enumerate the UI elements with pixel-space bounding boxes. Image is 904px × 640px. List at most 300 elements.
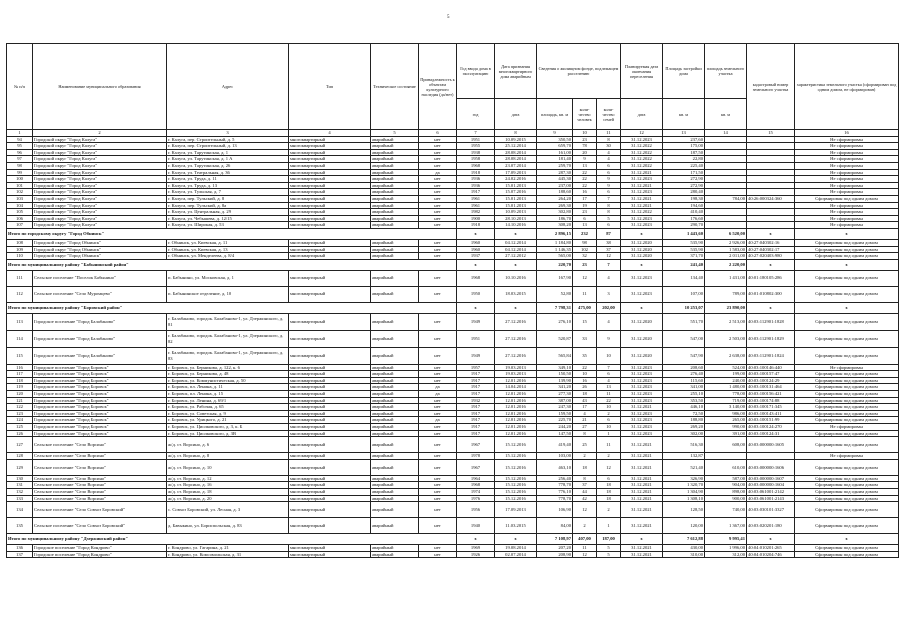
area-cell: 778,70 <box>537 482 573 489</box>
land-area-cell <box>705 215 747 222</box>
planned-date-cell: 31.12.2022 <box>621 149 663 156</box>
building-area-cell: 134,40 <box>663 270 705 286</box>
heritage-cell: нет <box>419 149 457 156</box>
people-cell: 15 <box>573 313 597 330</box>
municipality-cell: Городской округ "Город Калуга" <box>33 149 167 156</box>
address-cell: г. Калуга, пер. Тульский, д. 8а <box>167 202 289 209</box>
condition-cell: аварийный <box>371 286 419 302</box>
type-cell: многоквартирный <box>289 215 371 222</box>
table-row <box>7 149 899 156</box>
land-char-cell: Сформирован под одним домом <box>795 502 899 518</box>
condition-cell: аварийный <box>371 430 419 437</box>
land-area-cell: 2 638,00 <box>705 347 747 364</box>
land-area-cell <box>705 169 747 176</box>
planned-date-cell: 31.12.2021 <box>621 545 663 552</box>
table-row <box>7 270 899 286</box>
heritage-cell: нет <box>419 424 457 431</box>
heritage-cell: нет <box>419 286 457 302</box>
table-row <box>7 518 899 534</box>
header-type: Тип <box>289 44 371 130</box>
table-row <box>7 482 899 489</box>
recognition-date-cell: 27.12.2016 <box>495 347 537 364</box>
subtotal-value: x <box>795 228 899 239</box>
column-number: 14 <box>705 130 747 137</box>
land-char-cell: Сформирован под одним домом <box>795 347 899 364</box>
cadastral-cell <box>747 202 795 209</box>
condition-cell: аварийный <box>371 489 419 496</box>
subtotal-value: 9 995,41 <box>705 534 747 545</box>
people-cell: 22 <box>573 176 597 183</box>
type-cell: многоквартирный <box>289 169 371 176</box>
cadastral-cell: 40:01:180105:286 <box>747 270 795 286</box>
condition-cell: аварийный <box>371 202 419 209</box>
subtotal-value: 7 108,97 <box>537 534 573 545</box>
planned-date-cell: 31.12.2021 <box>621 551 663 558</box>
address-cell: г. Боровск, пл. Ленина, д. 11 <box>167 384 289 391</box>
heritage-cell: нет <box>419 176 457 183</box>
people-cell: 44 <box>573 489 597 496</box>
building-area-cell: 225,40 <box>663 162 705 169</box>
table-row <box>7 195 899 202</box>
address-cell: г. Кондрово, ул. Комсомольская, д. 31 <box>167 551 289 558</box>
cadastral-cell: 40:03:100124:29 <box>747 377 795 384</box>
people-cell: 35 <box>573 347 597 364</box>
subtotal-value: 87 <box>597 228 621 239</box>
building-area-cell: 516,30 <box>663 437 705 453</box>
families-cell: 9 <box>597 176 621 183</box>
condition-cell: аварийный <box>371 424 419 431</box>
land-char-cell: Сформирован под одним домом <box>795 270 899 286</box>
table-row <box>7 495 899 502</box>
land-char-cell: Не сформирован <box>795 136 899 143</box>
table-row <box>7 313 899 330</box>
row-number: 112 <box>7 286 33 302</box>
area-cell: 350,50 <box>537 136 573 143</box>
year-cell: 1960 <box>457 239 495 246</box>
land-char-cell: Сформирован под одним домом <box>795 410 899 417</box>
table-row <box>7 551 899 558</box>
area-cell: 52,80 <box>537 286 573 302</box>
land-char-cell: Сформирован под одним домом <box>795 489 899 496</box>
municipality-cell: Городской округ "Город Калуга" <box>33 143 167 150</box>
municipality-cell: Городской округ "Город Калуга" <box>33 222 167 229</box>
subtotal-value: 23 890,00 <box>705 302 747 313</box>
municipality-cell: Городской округ "Город Калуга" <box>33 176 167 183</box>
families-cell: 10 <box>597 404 621 411</box>
building-area-cell: 341,00 <box>663 384 705 391</box>
year-cell: 1918 <box>457 222 495 229</box>
header-land-char: характеристика земельного участка (сформирован под одним домом, не сформирован) <box>795 44 899 130</box>
cadastral-cell: 40:03:112901:1829 <box>747 330 795 347</box>
land-char-cell: Не сформирован <box>795 169 899 176</box>
people-cell: 17 <box>573 404 597 411</box>
address-cell: ж/д. ст. Ворсино, д. 20 <box>167 495 289 502</box>
land-char-cell: Не сформирован <box>795 162 899 169</box>
address-cell: г. Боровск, ул. Ленина, д. 69/1 <box>167 397 289 404</box>
area-cell: 463,10 <box>537 459 573 475</box>
land-char-cell: Не сформирован <box>795 453 899 460</box>
heritage-cell: нет <box>419 156 457 163</box>
subtotal-value: 241,40 <box>663 259 705 270</box>
building-area-cell: 208,60 <box>663 364 705 371</box>
year-cell: 1967 <box>457 437 495 453</box>
land-char-cell: Сформирован под одним домом <box>795 459 899 475</box>
row-number: 114 <box>7 330 33 347</box>
subtotal-value: 232 <box>573 228 597 239</box>
municipality-cell: Городское поселение "Город Боровск" <box>33 391 167 398</box>
cadastral-cell: 40:03:100131:464 <box>747 384 795 391</box>
year-cell: 1938 <box>457 149 495 156</box>
area-cell: 302,80 <box>537 209 573 216</box>
table-row <box>7 156 899 163</box>
table-row <box>7 417 899 424</box>
land-area-cell: 740,00 <box>705 502 747 518</box>
building-area-cell: 521,40 <box>663 459 705 475</box>
address-cell: г. Боровск, ул. Циолковского, д. 3В <box>167 430 289 437</box>
recognition-date-cell: 15.12.2016 <box>495 475 537 482</box>
condition-cell: аварийный <box>371 330 419 347</box>
address-cell: г. Боровск, ул. Урицкого, д. 21 <box>167 417 289 424</box>
area-cell: 161,00 <box>537 149 573 156</box>
land-area-cell: 719,00 <box>705 397 747 404</box>
type-cell: многоквартирный <box>289 313 371 330</box>
header-land-area: площадь земельного участка <box>705 44 747 99</box>
people-cell: 17 <box>573 195 597 202</box>
building-area-cell: 188,80 <box>663 417 705 424</box>
area-cell: 106,90 <box>537 502 573 518</box>
column-number: 5 <box>371 130 419 137</box>
people-cell: 12 <box>573 551 597 558</box>
header-municipality: Наименование муниципального образования <box>33 44 167 130</box>
year-cell: 1918 <box>457 169 495 176</box>
condition-cell: аварийный <box>371 189 419 196</box>
table-row <box>7 384 899 391</box>
area-cell: 520,87 <box>537 330 573 347</box>
cadastral-cell: 40:04:010204:746 <box>747 551 795 558</box>
table-row <box>7 391 899 398</box>
condition-cell: аварийный <box>371 397 419 404</box>
table-row <box>7 176 899 183</box>
condition-cell: аварийный <box>371 437 419 453</box>
row-number: 101 <box>7 182 33 189</box>
heritage-cell: нет <box>419 195 457 202</box>
year-cell: 1958 <box>457 156 495 163</box>
type-cell: многоквартирный <box>289 404 371 411</box>
building-area-cell: 132,87 <box>663 453 705 460</box>
heritage-cell: нет <box>419 364 457 371</box>
land-char-cell: Сформирован под одним домом <box>795 437 899 453</box>
recognition-date-cell: 04.12.2014 <box>495 239 537 246</box>
area-cell: 181,40 <box>537 156 573 163</box>
header-no: № п/п <box>7 44 33 130</box>
municipality-cell: Городской округ "Город Калуга" <box>33 195 167 202</box>
address-cell: г. Боровск, пл. Ленина, д. 15 <box>167 391 289 398</box>
families-cell: 4 <box>597 270 621 286</box>
subtotal-value: 475,00 <box>573 302 597 313</box>
families-cell: 18 <box>597 489 621 496</box>
header-address: Адрес <box>167 44 289 130</box>
condition-cell: аварийный <box>371 270 419 286</box>
land-char-cell: Сформирован под одним домом <box>795 518 899 534</box>
building-area-cell: 120,00 <box>663 518 705 534</box>
building-area-cell: 1 304,90 <box>663 489 705 496</box>
recognition-date-cell: 15.12.2016 <box>495 482 537 489</box>
condition-cell: аварийный <box>371 313 419 330</box>
land-area-cell: 2 513,00 <box>705 313 747 330</box>
planned-date-cell: 31.12.2022 <box>621 162 663 169</box>
municipality-cell: Сельское поселение "Поселок Бабынино" <box>33 270 167 286</box>
municipality-cell: Городское поселение "Город Балабаново" <box>33 313 167 330</box>
subtotal-value: x <box>795 302 899 313</box>
subtotal-row <box>7 228 899 239</box>
planned-date-cell: 31.12.2020 <box>621 253 663 260</box>
recognition-date-cell: 27.12.2016 <box>495 313 537 330</box>
year-cell: 1917 <box>457 377 495 384</box>
people-cell: 21 <box>573 417 597 424</box>
recognition-date-cell: 11.03.2015 <box>495 518 537 534</box>
families-cell: 11 <box>597 391 621 398</box>
year-cell: 1968 <box>457 162 495 169</box>
municipality-cell: Городское поселение "Город Кондрово" <box>33 545 167 552</box>
heritage-cell: нет <box>419 371 457 378</box>
condition-cell: аварийный <box>371 518 419 534</box>
type-cell: многоквартирный <box>289 189 371 196</box>
planned-date-cell: 31.12.2020 <box>621 330 663 347</box>
address-cell: г. Калуга, ул. Центральная, д. 29 <box>167 209 289 216</box>
type-cell: многоквартирный <box>289 410 371 417</box>
planned-date-cell: 31.12.2020 <box>621 313 663 330</box>
column-number: 7 <box>457 130 495 137</box>
subheader-sqm: кв. м <box>663 99 705 130</box>
land-area-cell: 789,00 <box>705 286 747 302</box>
land-area-cell <box>705 176 747 183</box>
row-number: 109 <box>7 246 33 253</box>
address-cell: г. Боровск, ул. Циолковского, д. 3, к. Б <box>167 424 289 431</box>
heritage-cell: нет <box>419 495 457 502</box>
table-row <box>7 364 899 371</box>
municipality-cell: Городской округ "Город Обнинск" <box>33 239 167 246</box>
building-area-cell: 272,90 <box>663 176 705 183</box>
area-cell: 287,30 <box>537 169 573 176</box>
heritage-cell: нет <box>419 518 457 534</box>
year-cell: 1936 <box>457 176 495 183</box>
land-char-cell: Не сформирован <box>795 209 899 216</box>
year-cell: 1955 <box>457 143 495 150</box>
subtotal-value: 7 612,88 <box>663 534 705 545</box>
building-area-cell: 280,40 <box>663 189 705 196</box>
land-area-cell: 1 367,00 <box>705 518 747 534</box>
heritage-cell: нет <box>419 437 457 453</box>
cadastral-cell: 40:26:000324:360 <box>747 195 795 202</box>
families-cell: 3 <box>597 286 621 302</box>
people-cell: 42 <box>573 495 597 502</box>
type-cell: многоквартирный <box>289 417 371 424</box>
families-cell: 18 <box>597 495 621 502</box>
land-char-cell: Сформирован под одним домом <box>795 330 899 347</box>
heritage-cell: нет <box>419 253 457 260</box>
people-cell: 43 <box>573 397 597 404</box>
address-cell: г. Балабаново, городок. Балабаново-1, ул. Дзержинского, д. 82 <box>167 330 289 347</box>
families-cell: 4 <box>597 156 621 163</box>
families-cell: 11 <box>597 437 621 453</box>
recognition-date-cell: 28.08.2014 <box>495 149 537 156</box>
address-cell: г. Калуга, пер. Строительный, д. 5 <box>167 136 289 143</box>
subtotal-value: x <box>495 228 537 239</box>
column-number: 12 <box>621 130 663 137</box>
families-cell: 6 <box>597 169 621 176</box>
building-area-cell: 1 308,10 <box>663 495 705 502</box>
condition-cell: аварийный <box>371 371 419 378</box>
page-number: 5 <box>447 15 450 20</box>
header-heritage: Принадлежность к объектам культурного наследия (да/нет) <box>419 44 457 130</box>
address-cell: г. Боровск, ул. Рабочая, д. 65 <box>167 404 289 411</box>
land-area-cell: 778,00 <box>705 391 747 398</box>
year-cell: 1968 <box>457 270 495 286</box>
recognition-date-cell: 14.04.2014 <box>495 384 537 391</box>
row-number: 124 <box>7 417 33 424</box>
recognition-date-cell: 27.12.2012 <box>495 253 537 260</box>
condition-cell: аварийный <box>371 453 419 460</box>
building-area-cell: 551,70 <box>663 313 705 330</box>
row-number: 136 <box>7 545 33 552</box>
families-cell: 18 <box>597 482 621 489</box>
row-number: 98 <box>7 162 33 169</box>
type-cell: многоквартирный <box>289 475 371 482</box>
land-char-cell: Сформирован под одним домом <box>795 253 899 260</box>
planned-date-cell: 31.12.2023 <box>621 391 663 398</box>
recognition-date-cell: 17.09.2013 <box>495 502 537 518</box>
subtotal-value: x <box>747 302 795 313</box>
building-area-cell: 194,60 <box>663 202 705 209</box>
land-area-cell: 608,00 <box>705 437 747 453</box>
type-cell: многоквартирный <box>289 149 371 156</box>
type-cell: многоквартирный <box>289 195 371 202</box>
land-char-cell: Не сформирован <box>795 149 899 156</box>
planned-date-cell: 31.12.2023 <box>621 189 663 196</box>
address-cell: г. Калуга, ул. Широкая, д. 53 <box>167 222 289 229</box>
planned-date-cell: 31.12.2023 <box>621 215 663 222</box>
land-char-cell: Сформирован под одним домом <box>795 246 899 253</box>
land-area-cell: 2 503,00 <box>705 330 747 347</box>
municipality-cell: Городское поселение "Город Боровск" <box>33 424 167 431</box>
type-cell: многоквартирный <box>289 453 371 460</box>
type-cell: многоквартирный <box>289 391 371 398</box>
year-cell: 1956 <box>457 502 495 518</box>
recognition-date-cell: 10.09.2015 <box>495 136 537 143</box>
land-char-cell: Сформирован под одним домом <box>795 482 899 489</box>
families-cell: 10 <box>597 347 621 364</box>
condition-cell: аварийный <box>371 182 419 189</box>
subtotal-label: Итого по городскому округу "Город Обнинск" <box>7 228 457 239</box>
building-area-cell: 115,60 <box>663 377 705 384</box>
land-area-cell: 312,00 <box>705 551 747 558</box>
area-cell: 1 184,80 <box>537 239 573 246</box>
recognition-date-cell: 15.01.2013 <box>495 182 537 189</box>
address-cell: г. Балабаново, городок. Балабаново-1, ул. Дзержинского, д. 81 <box>167 313 289 330</box>
subheader-date2: дата <box>621 99 663 130</box>
year-cell: 1917 <box>457 424 495 431</box>
planned-date-cell: 31.12.2023 <box>621 176 663 183</box>
address-cell: г. Обнинск, ул. Менделеева, д. 8/4 <box>167 253 289 260</box>
building-area-cell: 371,70 <box>663 253 705 260</box>
table-row <box>7 377 899 384</box>
subtotal-value: x <box>747 228 795 239</box>
planned-date-cell: 31.12.2020 <box>621 239 663 246</box>
municipality-cell: Городской округ "Город Обнинск" <box>33 253 167 260</box>
row-number: 117 <box>7 371 33 378</box>
address-cell: п. Бабынинское отделение, д. 10 <box>167 286 289 302</box>
area-cell: 208,90 <box>537 551 573 558</box>
municipality-cell: Городской округ "Город Калуга" <box>33 215 167 222</box>
cadastral-cell: 40:03:100174:88 <box>747 397 795 404</box>
column-number: 9 <box>537 130 573 137</box>
cadastral-cell <box>747 149 795 156</box>
cadastral-cell: 40:27:040302:16 <box>747 239 795 246</box>
row-number: 113 <box>7 313 33 330</box>
header-building-area: Площадь застройки дома <box>663 44 705 99</box>
area-cell: 188,60 <box>537 189 573 196</box>
building-area-cell: 272,90 <box>663 182 705 189</box>
land-char-cell: Не сформирован <box>795 202 899 209</box>
column-number: 3 <box>167 130 289 137</box>
land-area-cell: 1 431,00 <box>705 270 747 286</box>
people-cell: 78 <box>573 143 597 150</box>
planned-date-cell: 31.12.2023 <box>621 430 663 437</box>
type-cell: многоквартирный <box>289 482 371 489</box>
subtotal-value: 6 520,00 <box>705 228 747 239</box>
subtotal-value: x <box>747 259 795 270</box>
table-row <box>7 143 899 150</box>
families-cell: 37 <box>597 246 621 253</box>
people-cell: 22 <box>573 182 597 189</box>
building-area-cell: 171,50 <box>663 169 705 176</box>
building-area-cell: 176,60 <box>663 215 705 222</box>
people-cell: 18 <box>573 459 597 475</box>
cadastral-cell <box>747 182 795 189</box>
condition-cell: аварийный <box>371 459 419 475</box>
land-char-cell: Сформирован под одним домом <box>795 417 899 424</box>
building-area-cell: 198,30 <box>663 195 705 202</box>
recognition-date-cell: 25.12.2014 <box>495 143 537 150</box>
subheader-sqm2: кв. м <box>705 99 747 130</box>
families-cell: 5 <box>597 215 621 222</box>
planned-date-cell: 31.12.2021 <box>621 169 663 176</box>
people-cell: 13 <box>573 222 597 229</box>
emergency-housing-table <box>6 43 899 558</box>
building-area-cell: 72,50 <box>663 410 705 417</box>
condition-cell: аварийный <box>371 495 419 502</box>
table-row <box>7 286 899 302</box>
subtotal-value: 7 798,31 <box>537 302 573 313</box>
municipality-cell: Сельское поселение "Село Ворсино" <box>33 495 167 502</box>
column-number: 8 <box>495 130 537 137</box>
row-number: 120 <box>7 391 33 398</box>
land-char-cell: Не сформирован <box>795 424 899 431</box>
subtotal-value: 187,00 <box>597 534 621 545</box>
type-cell: многоквартирный <box>289 156 371 163</box>
planned-date-cell: 31.12.2021 <box>621 202 663 209</box>
recognition-date-cell: 14.10.2016 <box>495 222 537 229</box>
row-number: 107 <box>7 222 33 229</box>
year-cell: 1936 <box>457 182 495 189</box>
type-cell: многоквартирный <box>289 162 371 169</box>
families-cell: 38 <box>597 239 621 246</box>
year-cell: 1961 <box>457 195 495 202</box>
land-area-cell <box>705 189 747 196</box>
table-row <box>7 430 899 437</box>
municipality-cell: Городское поселение "Город Боровск" <box>33 377 167 384</box>
condition-cell: аварийный <box>371 410 419 417</box>
